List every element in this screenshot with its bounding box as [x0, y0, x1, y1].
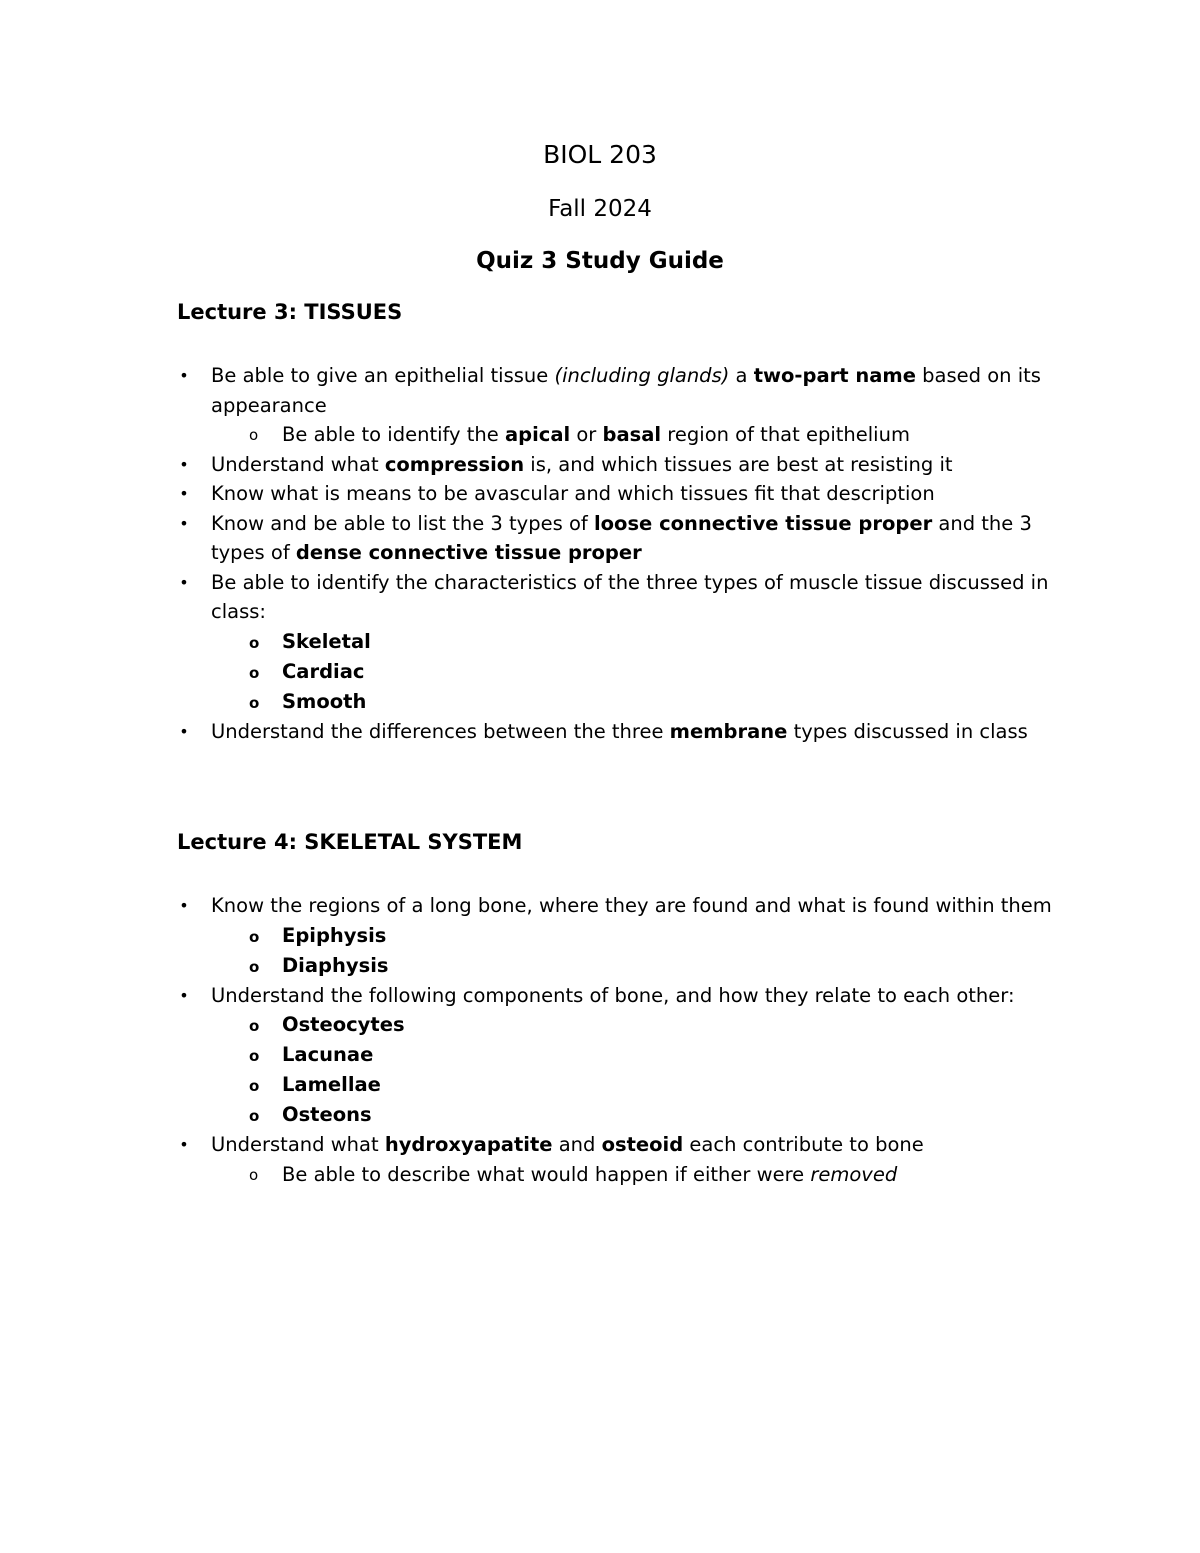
circle-bullet-icon: o [249, 1017, 260, 1035]
bullet-icon: • [179, 896, 189, 915]
section-heading-skeletal-system: Lecture 4: SKELETAL SYSTEM [177, 830, 523, 854]
document-title: Quiz 3 Study Guide [476, 248, 724, 274]
circle-bullet-icon: o [249, 693, 260, 712]
list-item: • Understand what compression is, and which tissues are best at resisting it [211, 450, 1081, 480]
circle-bullet-icon: o [249, 1077, 260, 1095]
sub-list [211, 420, 1081, 450]
sub-list-item: o Osteons [0, 1100, 1081, 1130]
sub-list-item: o Cardiac [0, 657, 1081, 687]
sub-list [0, 627, 1081, 717]
list-item: • Understand what hydroxyapatite and osteoid each contribute to bone o Be able to describe what would happen if either were removed [211, 1130, 1081, 1189]
term: Fall 2024 [548, 196, 652, 222]
list-item: • Know the regions of a long bone, where they are found and what is found within them o Epiphysis o Diaphysis [211, 891, 1081, 981]
sub-list [211, 1160, 1081, 1190]
bullet-icon: • [179, 721, 189, 741]
bullet-icon: • [179, 366, 189, 385]
section-heading-tissues: Lecture 3: TISSUES [177, 300, 403, 324]
list-item: • Be able to identify the characteristics of the three types of muscle tissue discussed in class: o Skeletal o Cardiac o Smooth [211, 568, 1081, 717]
circle-bullet-icon: o [249, 1107, 260, 1125]
list-item: • Understand the differences between the three membrane types discussed in class [211, 717, 1081, 747]
bullet-icon: • [179, 572, 189, 592]
list-item: • Know and be able to list the 3 types of loose connective tissue proper and the 3 types of dense connective tissue proper [211, 509, 1081, 568]
circle-bullet-icon: o [249, 663, 260, 682]
bullet-icon: • [179, 454, 189, 474]
sub-list-item: o Skeletal [0, 627, 1081, 657]
sub-list-item: o Lacunae [0, 1040, 1081, 1070]
list-item: • Know what is means to be avascular and which tissues fit that description [211, 479, 1081, 509]
sub-list-item: o Be able to identify the apical or basal region of that epithelium [0, 420, 1081, 450]
circle-bullet-icon: o [249, 426, 259, 444]
sub-list [0, 921, 1081, 981]
sub-list-item: o Smooth [0, 687, 1081, 717]
bullet-icon: • [179, 1135, 189, 1154]
sub-list-item: o Osteocytes [0, 1010, 1081, 1040]
tissues-list [179, 361, 1081, 746]
list-item: • Understand the following components of bone, and how they relate to each other: o Osteocytes o Lacunae o Lamellae o Osteons [211, 981, 1081, 1131]
bullet-icon: • [179, 985, 189, 1005]
sub-list [0, 1010, 1081, 1130]
bullet-icon: • [179, 484, 189, 503]
list-item: • Be able to give an epithelial tissue (including glands) a two-part name based on its appearance o Be able to identify the apical or basal region of that epithelium [211, 361, 1081, 450]
bullet-icon: • [179, 513, 189, 533]
sub-list-item: o Lamellae [0, 1070, 1081, 1100]
sub-list-item: o Epiphysis [0, 921, 1081, 951]
sub-list-item: o Diaphysis [0, 951, 1081, 981]
circle-bullet-icon: o [249, 1047, 260, 1065]
sub-list-item: o Be able to describe what would happen if either were removed [0, 1160, 1081, 1190]
course-code: BIOL 203 [543, 140, 657, 169]
circle-bullet-icon: o [249, 927, 260, 946]
circle-bullet-icon: o [249, 1165, 259, 1184]
circle-bullet-icon: o [249, 633, 260, 652]
circle-bullet-icon: o [249, 957, 260, 976]
skeletal-list [179, 891, 1081, 1189]
